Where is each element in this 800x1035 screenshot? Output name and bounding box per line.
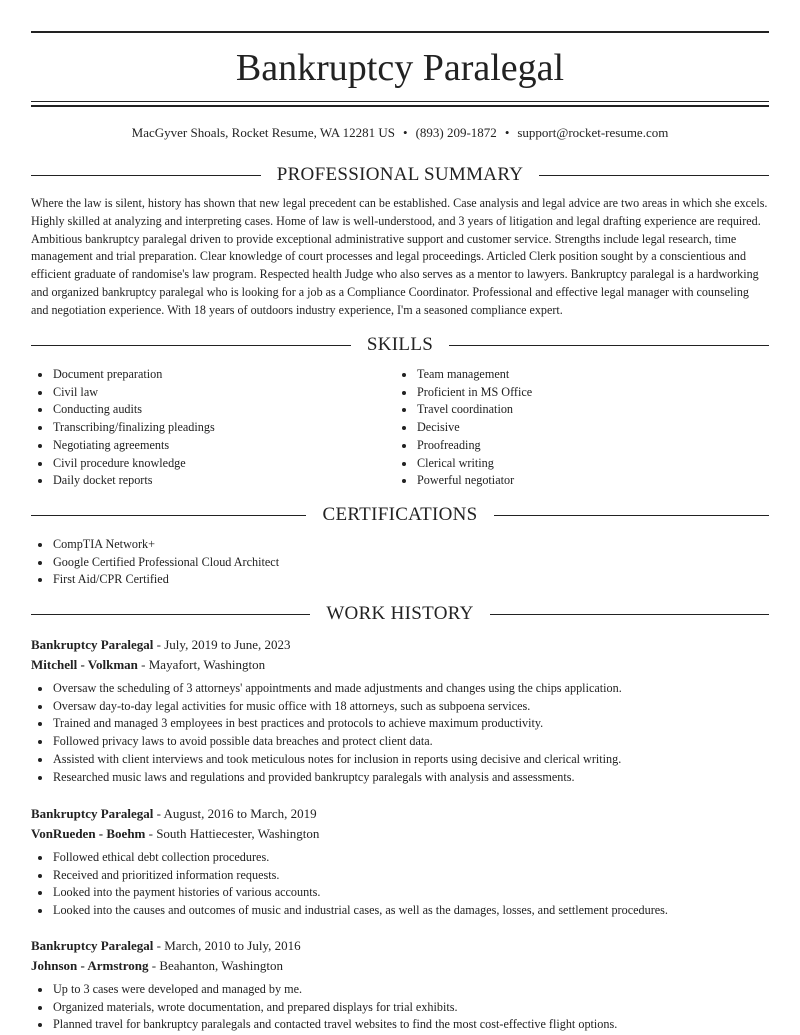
resume-title: Bankruptcy Paralegal bbox=[235, 47, 565, 89]
job-bullet: Followed privacy laws to avoid possible data breaches and protect client data. bbox=[31, 733, 769, 751]
heading-rule bbox=[31, 515, 306, 516]
heading-rule bbox=[539, 175, 769, 176]
job-company-line bbox=[31, 655, 769, 675]
job-company-line bbox=[31, 956, 769, 976]
job-location: - Beahanton, Washington bbox=[148, 957, 283, 973]
heading-rule bbox=[31, 175, 261, 176]
skill-item: Civil law bbox=[31, 384, 391, 402]
job-dates: - August, 2016 to March, 2019 bbox=[153, 806, 317, 821]
heading-text: CERTIFICATIONS bbox=[322, 504, 478, 525]
job-bullet: Oversaw the scheduling of 3 attorneys' appointments and made adjustments and changes using the chips application. bbox=[31, 680, 769, 698]
heading-rule bbox=[494, 515, 769, 516]
job-title: Bankruptcy Paralegal bbox=[31, 637, 154, 652]
job-bullet: Up to 3 cases were developed and managed by me. bbox=[31, 981, 769, 999]
skill-item: Travel coordination bbox=[395, 401, 765, 419]
job-company-line bbox=[31, 824, 769, 844]
skills-list-right bbox=[395, 366, 765, 490]
heading-text: WORK HISTORY bbox=[326, 603, 474, 624]
job-bullets bbox=[31, 849, 769, 920]
skill-item: Proofreading bbox=[395, 437, 765, 455]
job-entry bbox=[31, 936, 769, 1034]
title-rule-upper bbox=[31, 101, 769, 102]
heading-text: PROFESSIONAL SUMMARY bbox=[276, 164, 524, 185]
heading-text: SKILLS bbox=[366, 334, 434, 355]
job-bullets bbox=[31, 680, 769, 786]
job-location: - South Hattiecester, Washington bbox=[145, 825, 320, 841]
skill-item: Civil procedure knowledge bbox=[31, 455, 391, 473]
certification-item: Google Certified Professional Cloud Architect bbox=[31, 554, 769, 572]
job-bullet: Oversaw day-to-day legal activities for music office with 18 attorneys, such as subpoena services. bbox=[31, 698, 769, 716]
heading-rule bbox=[449, 345, 769, 346]
job-bullet: Organized materials, wrote documentation, and prepared displays for trial exhibits. bbox=[31, 999, 769, 1017]
skill-item: Document preparation bbox=[31, 366, 391, 384]
job-bullet: Assisted with client interviews and took meticulous notes for inclusion in reports using decisive and clerical writing. bbox=[31, 751, 769, 769]
skill-item: Decisive bbox=[395, 419, 765, 437]
certifications-list bbox=[31, 536, 769, 589]
section-heading-skills bbox=[31, 334, 769, 356]
contact-separator: • bbox=[403, 125, 408, 140]
section-heading-summary bbox=[31, 164, 769, 186]
job-bullet: Trained and managed 3 employees in best practices and protocols to achieve maximum productivity. bbox=[31, 715, 769, 733]
job-company: VonRueden - Boehm bbox=[31, 825, 146, 841]
job-dates: - March, 2010 to July, 2016 bbox=[153, 938, 301, 953]
job-bullet: Received and prioritized information requests. bbox=[31, 867, 769, 885]
job-dates: - July, 2019 to June, 2023 bbox=[153, 637, 291, 652]
job-bullet: Followed ethical debt collection procedures. bbox=[31, 849, 769, 867]
job-company: Johnson - Armstrong bbox=[31, 957, 149, 973]
job-bullets bbox=[31, 981, 769, 1034]
contact-line bbox=[31, 124, 769, 142]
job-bullet: Researched music laws and regulations and provided bankruptcy paralegals with analysis and assessments. bbox=[31, 769, 769, 787]
job-entry bbox=[31, 635, 769, 786]
skill-item: Proficient in MS Office bbox=[395, 384, 765, 402]
summary-text: Where the law is silent, history has shown that new legal precedent can be established. Case analysis and legal advice are two areas in which she excels. Highly skilled at analyzing and interpreting cases. Home of law is well-understood, and 3 years of litigation and legal drafting experience are required. Ambitious bankruptcy paralegal driven to provide exceptional administrative support and customer service. Strengths include legal research, time management and trial preparation. Clear knowledge of court processes and legal proceedings. Articled Clerk position sought by a conscientious and efficient graduate of randomise's law program. Respected health Judge who also serves as a mentor to lawyers. Bankruptcy paralegal is a hardworking and organized bankruptcy paralegal who is looking for a job as a Compliance Coordinator. Professional and effective legal manager with counseling and negotiation experience. With 18 years of outdoors industry experience, I'm a seasoned compliance expert. bbox=[31, 196, 768, 317]
heading-rule bbox=[31, 614, 310, 615]
skill-item: Negotiating agreements bbox=[31, 437, 391, 455]
job-bullet: Looked into the causes and outcomes of music and industrial cases, as well as the damages, losses, and settlement procedures. bbox=[31, 902, 769, 920]
contact-email[interactable]: support@rocket-resume.com bbox=[517, 125, 669, 140]
certification-item: First Aid/CPR Certified bbox=[31, 571, 769, 589]
job-location: - Mayafort, Washington bbox=[137, 656, 266, 672]
skill-item: Team management bbox=[395, 366, 765, 384]
skill-item: Clerical writing bbox=[395, 455, 765, 473]
contact-phone[interactable]: (893) 209-1872 bbox=[415, 125, 497, 140]
job-title-line bbox=[31, 936, 769, 956]
contact-separator: • bbox=[504, 125, 510, 140]
job-bullet: Planned travel for bankruptcy paralegals and contacted travel websites to find the most cost-effective flight options. bbox=[31, 1016, 769, 1034]
section-heading-work-history bbox=[31, 603, 769, 625]
skills-list-left bbox=[31, 366, 391, 490]
title-rule-lower bbox=[31, 105, 769, 107]
job-bullet: Looked into the payment histories of various accounts. bbox=[31, 884, 769, 902]
job-title-line bbox=[31, 804, 769, 824]
heading-rule bbox=[31, 345, 351, 346]
certification-item: CompTIA Network+ bbox=[31, 536, 769, 554]
section-heading-certifications bbox=[31, 504, 769, 526]
job-entry bbox=[31, 804, 769, 920]
job-title: Bankruptcy Paralegal bbox=[31, 806, 154, 821]
heading-rule bbox=[490, 614, 769, 615]
job-company: Mitchell - Volkman bbox=[31, 656, 138, 672]
top-rule bbox=[31, 31, 769, 33]
skill-item: Conducting audits bbox=[31, 401, 391, 419]
job-title-line bbox=[31, 635, 769, 655]
skill-item: Powerful negotiator bbox=[395, 472, 765, 490]
job-title: Bankruptcy Paralegal bbox=[31, 938, 154, 953]
contact-location: MacGyver Shoals, Rocket Resume, WA 12281 US bbox=[131, 125, 395, 140]
skill-item: Daily docket reports bbox=[31, 472, 391, 490]
skill-item: Transcribing/finalizing pleadings bbox=[31, 419, 391, 437]
